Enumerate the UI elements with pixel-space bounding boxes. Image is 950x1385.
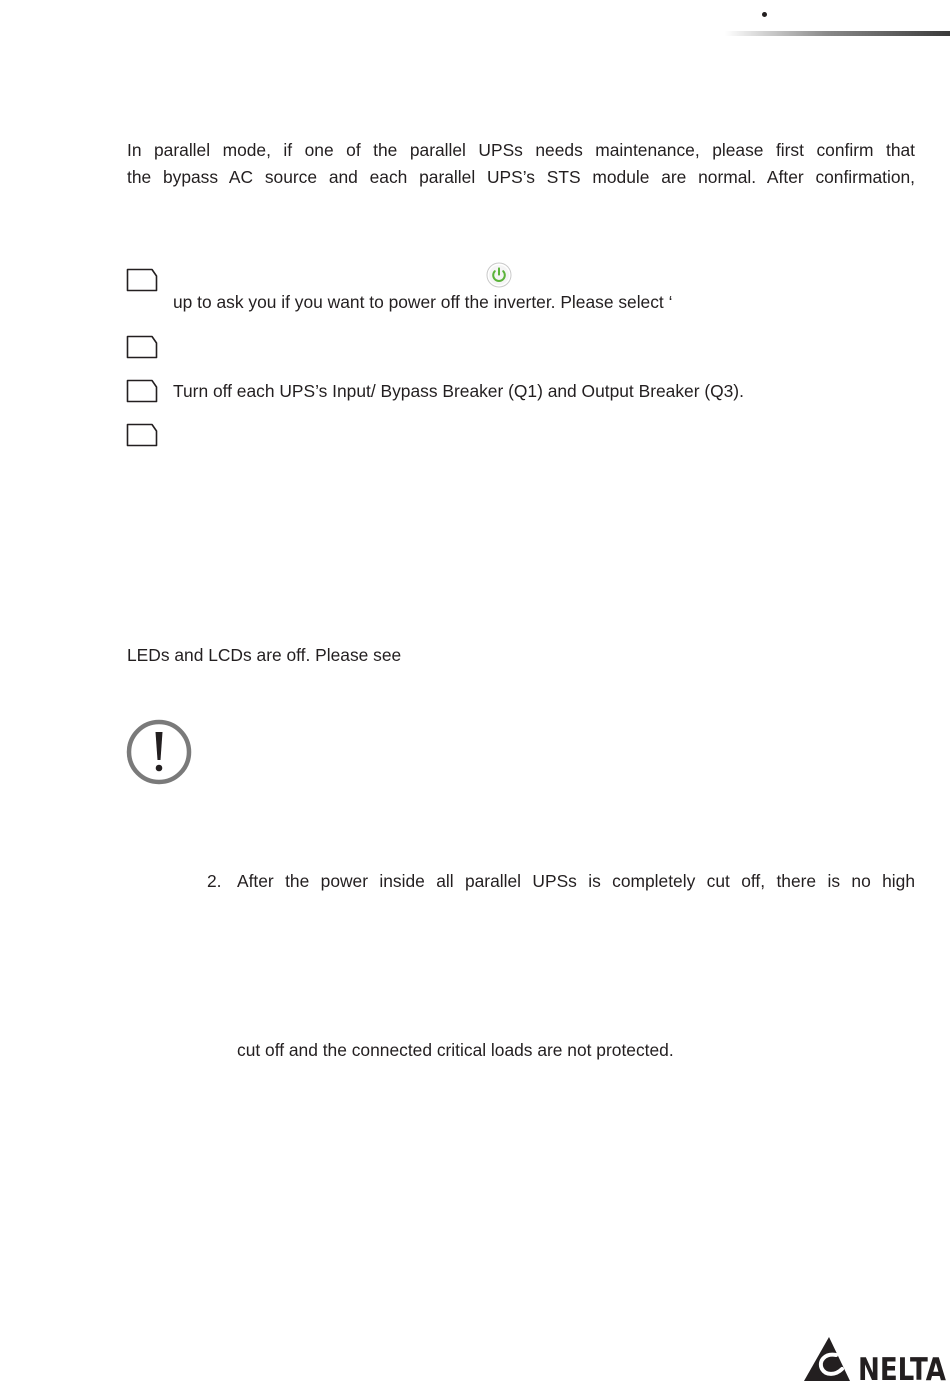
header-bullet (762, 12, 767, 17)
step-tab-icon (126, 379, 158, 403)
intro-line-1: In parallel mode, if one of the parallel UPSs needs maintenance, please first confirm that (127, 140, 915, 160)
logo-text: NELTA (858, 1352, 946, 1384)
intro-paragraph (127, 137, 915, 191)
leds-note: LEDs and LCDs are off. Please see (127, 645, 402, 665)
intro-line-2: the bypass AC source and each parallel UPS’s STS module are normal. After confirmation, (127, 167, 915, 187)
step-tab-icon (126, 335, 158, 359)
warning-item-number: 2. (207, 871, 222, 891)
step-tab-icon (126, 423, 158, 447)
step-3-text: Turn off each UPS’s Input/ Bypass Breaker (Q1) and Output Breaker (Q3). (173, 381, 744, 401)
header-rule (725, 31, 950, 36)
warning-tail-text: cut off and the connected critical loads are not protected. (237, 1040, 674, 1060)
step-1-text: up to ask you if you want to power off the inverter. Please select ‘ (173, 292, 673, 312)
delta-logo (800, 1334, 948, 1384)
power-icon (486, 262, 512, 288)
step-tab-icon (126, 268, 158, 292)
warning-item-text: After the power inside all parallel UPSs is completely cut off, there is no high (237, 871, 915, 891)
exclamation-icon (125, 718, 193, 786)
